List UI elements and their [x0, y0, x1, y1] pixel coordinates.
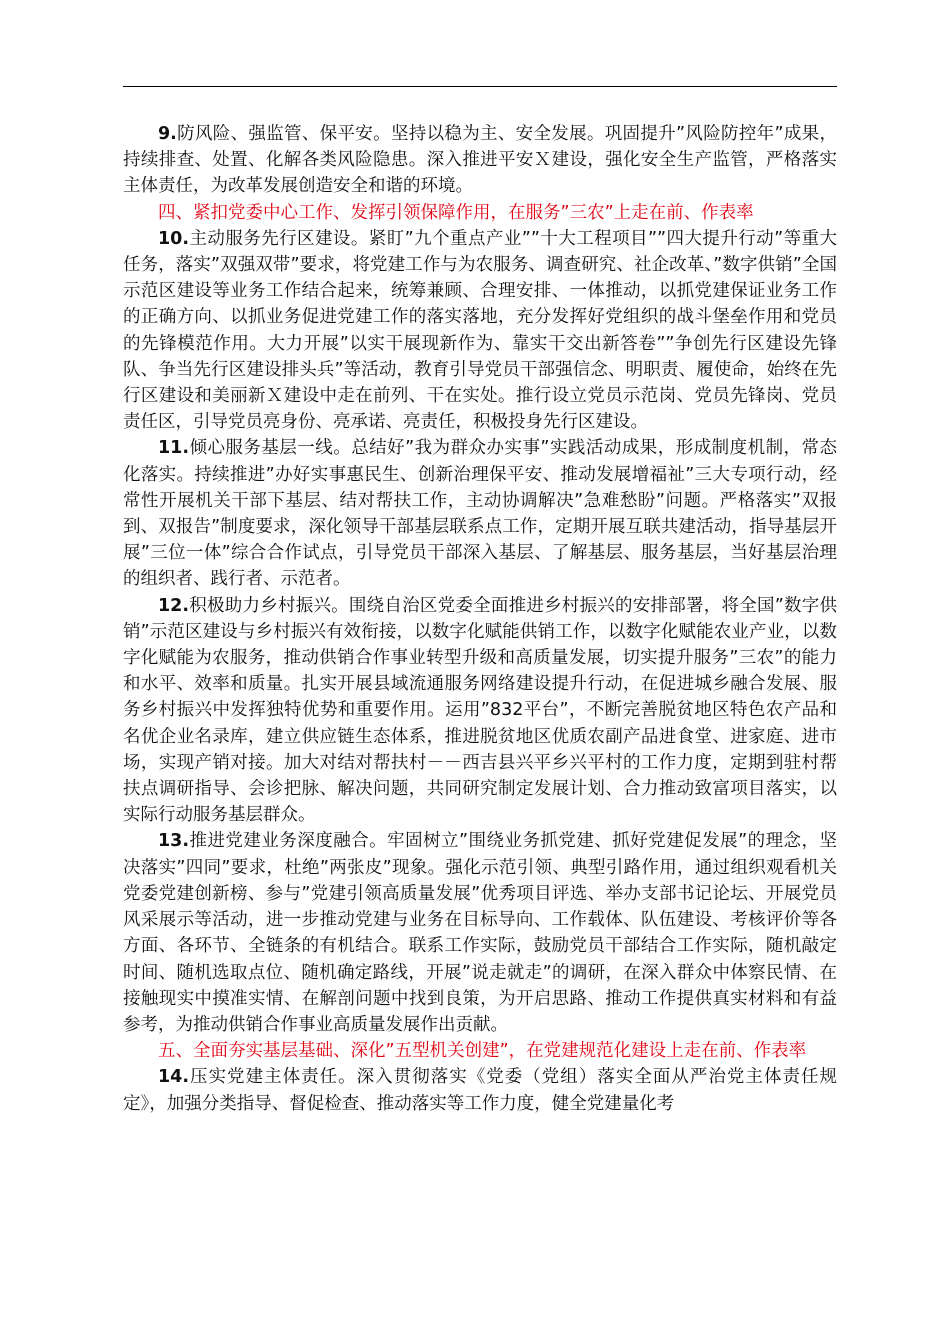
item-number: 10.: [158, 228, 190, 249]
item-12: [123, 593, 837, 829]
item-text: 积极助力乡村振兴。围绕自治区党委全面推进乡村振兴的安排部署，将全国”数字供销”示范区建设与乡村振兴有效衔接，以数字化赋能供销工作，以数字化赋能农业产业，以数字化赋能为农服务，推动供销合作事业转型升级和高质量发展，切实提升服务”三农”的能力和水平、效率和质量。扎实开展县域流通服务网络建设提升行动，在促进城乡融合发展、服务乡村振兴中发挥独特优势和重要作用。运用”832平台”，不断完善脱贫地区特色农产品和名优企业名录库，建立供应链生态体系，推进脱贫地区优质农副产品进食堂、进家庭、进市场，实现产销对接。加大对结对帮扶村－－西吉县兴平乡兴平村的工作力度，定期到驻村帮扶点调研指导、会诊把脉、解决问题，共同研究制定发展计划、合力推动致富项目落实，以实际行动服务基层群众。: [123, 595, 837, 826]
section-heading-5: 五、全面夯实基层基础、深化”五型机关创建”，在党建规范化建设上走在前、作表率: [158, 1041, 807, 1062]
header-rule: [123, 86, 837, 87]
item-10: [123, 226, 837, 436]
item-number: 11.: [158, 438, 190, 459]
document-body: [123, 121, 837, 1117]
item-13: [123, 828, 837, 1038]
item-text: 主动服务先行区建设。紧盯”九个重点产业””十大工程项目””四大提升行动”等重大任务，落实”双强双带”要求，将党建工作与为农服务、调查研究、社企改革、”数字供销”全国示范区建设等业务工作结合起来，统筹兼顾、合理安排、一体推动，以抓党建保证业务工作的正确方向、以抓业务促进党建工作的落实落地，充分发挥好党组织的战斗堡垒作用和党员的先锋模范作用。大力开展”以实干展现新作为、靠实干交出新答卷””争创先行区建设先锋队、争当先行区建设排头兵”等活动，教育引导党员干部强信念、明职责、履使命，始终在先行区建设和美丽新Ｘ建设中走在前列、干在实处。推行设立党员示范岗、党员先锋岗、党员责任区，引导党员亮身份、亮承诺、亮责任，积极投身先行区建设。: [123, 228, 837, 433]
item-14: [123, 1064, 837, 1116]
item-text: 推进党建业务深度融合。牢固树立”围绕业务抓党建、抓好党建促发展”的理念，坚决落实”四同”要求，杜绝”两张皮”现象。强化示范引领、典型引路作用，通过组织观看机关党委党建创新榜、参与”党建引领高质量发展”优秀项目评选、举办支部书记论坛、开展党员风采展示等活动，进一步推动党建与业务在目标导向、工作载体、队伍建设、考核评价等各方面、各环节、全链条的有机结合。联系工作实际，鼓励党员干部结合工作实际，随机敲定时间、随机选取点位、随机确定路线，开展”说走就走”的调研，在深入群众中体察民情、在接触现实中摸准实情、在解剖问题中找到良策，为开启思路、推动工作提供真实材料和有益参考，为推动供销合作事业高质量发展作出贡献。: [123, 831, 837, 1035]
item-9: [123, 121, 837, 200]
item-number: 12.: [158, 595, 190, 616]
item-text: 防风险、强监管、保平安。坚持以稳为主、安全发展。巩固提升”风险防控年”成果，持续排查、处置、化解各类风险隐患。深入推进平安Ｘ建设，强化安全生产监管，严格落实主体责任，为改革发展创造安全和谐的环境。: [123, 124, 837, 197]
item-number: 9.: [158, 124, 177, 144]
section-heading-4: 四、紧扣党委中心工作、发挥引领保障作用，在服务”三农”上走在前、作表率: [158, 202, 754, 223]
item-number: 13.: [158, 831, 190, 852]
item-number: 14.: [158, 1067, 190, 1088]
item-text: 压实党建主体责任。深入贯彻落实《党委（党组）落实全面从严治党主体责任规定》，加强分类指导、督促检查、推动落实等工作力度，健全党建量化考: [123, 1067, 837, 1114]
item-11: [123, 435, 837, 592]
item-text: 倾心服务基层一线。总结好”我为群众办实事”实践活动成果，形成制度机制，常态化落实。持续推进”办好实事惠民生、创新治理保平安、推动发展增福祉”三大专项行动，经常性开展机关干部下基层、结对帮扶工作，主动协调解决”急难愁盼”问题。严格落实”双报到、双报告”制度要求，深化领导干部基层联系点工作，定期开展互联共建活动，指导基层开展”三位一体”综合合作试点，引导党员干部深入基层、了解基层、服务基层，当好基层治理的组织者、践行者、示范者。: [123, 438, 837, 590]
